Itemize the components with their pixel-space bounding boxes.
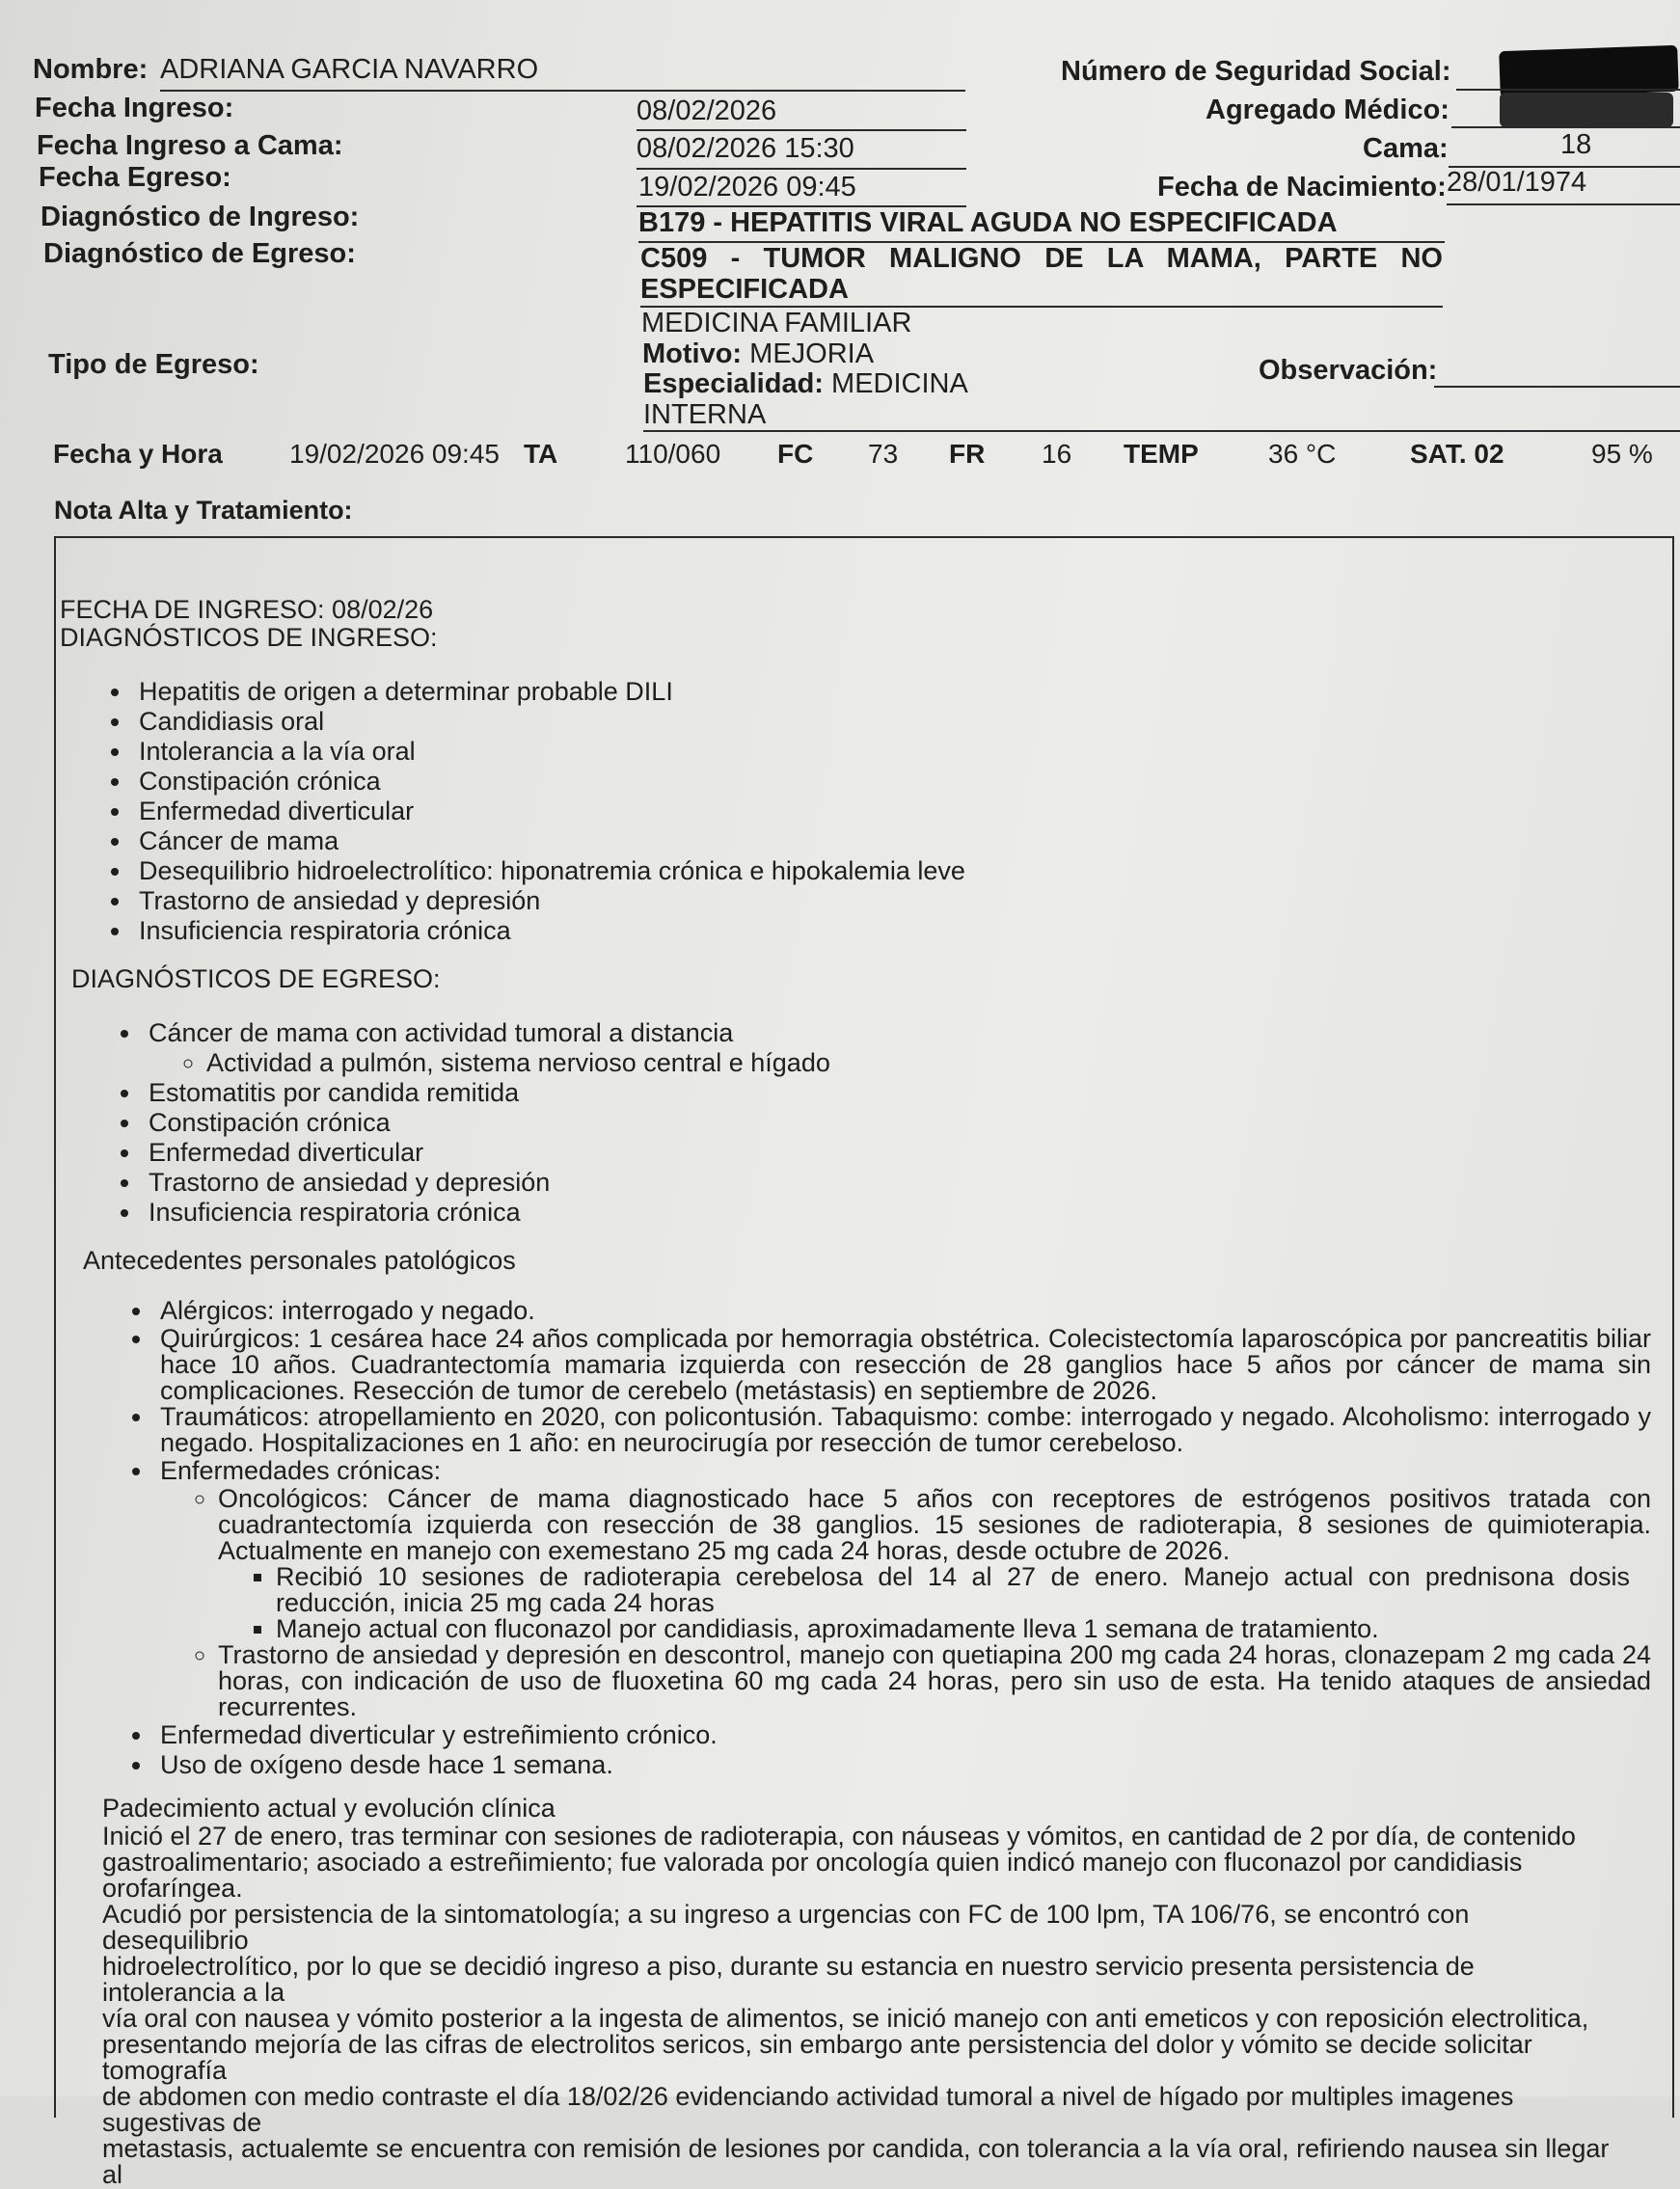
observacion-underline <box>1434 386 1680 388</box>
sat-label: SAT. 02 <box>1410 439 1504 469</box>
especialidad-label: Especialidad: <box>643 368 824 399</box>
list-item: • Candidiasis oral <box>133 707 1672 737</box>
list-item: • Intolerancia a la vía oral <box>133 737 1672 767</box>
list-item: • Trastorno de ansiedad y depresión <box>143 1168 1672 1198</box>
fecha-hora-label: Fecha y Hora <box>53 439 223 469</box>
list-item: • Quirúrgicos: 1 cesárea hace 24 años complicada por hemorragia obstétrica. Colecistectomía laparoscópica por pancreatitis biliar hace 10 años. Cuadrantectomía mamaria izquierda con resección de 28 ganglios hace 5 años por cáncer de mama sin complicaciones. Resección de tumor de cerebelo (metástasis) en septiembre de 2026. <box>154 1326 1672 1404</box>
padecimiento-line: presentando mejoría de las cifras de electrolitos sericos, sin embargo ante persistencia del dolor y vómito se decide solicitar tomografía <box>102 2030 1532 2085</box>
list-item: • Enfermedad diverticular <box>133 797 1672 826</box>
dx-egreso-title: DIAGNÓSTICOS DE EGRESO: <box>71 964 441 993</box>
list-item: • Constipación crónica <box>143 1108 1672 1138</box>
cama-value: 18 <box>1560 129 1592 160</box>
fr-label: FR <box>949 439 986 469</box>
dx-egreso-label: Diagnóstico de Egreso: <box>43 238 356 269</box>
fc-label: FC <box>777 439 814 469</box>
list-item: • Insuficiencia respiratoria crónica <box>143 1198 1672 1228</box>
fecha-hora-value: 19/02/2026 09:45 <box>289 439 500 469</box>
dx-ingreso-title: DIAGNÓSTICOS DE INGRESO: <box>60 623 438 652</box>
fecha-cama-underline <box>637 168 966 170</box>
list-item: • Enfermedad diverticular <box>143 1138 1672 1168</box>
fecha-ingreso-value: 08/02/2026 <box>637 95 777 126</box>
list-item: ◦ Oncológicos: Cáncer de mama diagnosticado hace 5 años con receptores de estrógenos positivos tratada con cuadrantectomía izquierda con resección de 38 ganglios. 15 sesiones de radioterapia, 8 sesiones de quimioterapia. Actualmente en manejo con exemestano 25 mg cada 24 horas, desde octubre de 2026. ▪ Recibió 10 sesiones de radioterapia cerebelosa del 14 al 27 de enero. Manejo actual con prednisona dosis reducción, inicia 25 mg cada 24 horas ▪ Manejo actual con fluconazol por candidiasis, aproximadamente lleva 1 semana de tratamiento. <box>218 1486 1672 1642</box>
nss-underline <box>1456 89 1680 91</box>
nacimiento-value: 28/01/1974 <box>1447 167 1587 198</box>
list-item: • Enfermedad diverticular y estreñimiento crónico. <box>154 1720 1672 1750</box>
temp-label: TEMP <box>1124 439 1199 469</box>
list-item: • Alérgicos: interrogado y negado. <box>154 1296 1672 1326</box>
list-item: • Enfermedades crónicas: ◦ Oncológicos: Cáncer de mama diagnosticado hace 5 años con receptores de estrógenos positivos tratada con cuadrantectomía izquierda con resección de 38 ganglios. 15 sesiones de radioterapia, 8 sesiones de quimioterapia. Actualmente en manejo con exemestano 25 mg cada 24 horas, desde octubre de 2026. ▪ Recibió 10 sesiones de radioterapia cerebelosa del 14 al 27 de enero. Manejo actual con prednisona dosis reducción, inicia 25 mg cada 24 horas ▪ Manejo actual con fluconazol por candidiasis, aproximadamente lleva 1 semana de tratamiento. ◦ Trastorno de ansiedad y depresión en descontrol, manejo con quetiapina 200 mg cada 24 horas, clonazepam 2 mg cada 24 horas, con indicación de uso de fluoxetina 60 mg cada 24 horas, pero sin uso de esta. Ha tenido ataques de ansiedad recurrentes. <box>154 1456 1672 1720</box>
list-item: • Traumáticos: atropellamiento en 2020, con policontusión. Tabaquismo: combe: interrogado y negado. Alcoholismo: interrogado y negado. Hospitalizaciones en 1 año: en neurocirugía por resección de tumor cerebeloso. <box>154 1404 1672 1456</box>
dx-ingreso-label: Diagnóstico de Ingreso: <box>41 202 360 232</box>
especialidad-underline <box>643 430 1680 432</box>
nacimiento-label: Fecha de Nacimiento: <box>1157 172 1447 203</box>
nacimiento-underline <box>1447 203 1680 205</box>
fc-value: 73 <box>868 439 899 469</box>
padecimiento-title: Padecimiento actual y evolución clínica <box>102 1794 555 1823</box>
temp-value: 36 °C <box>1268 439 1337 469</box>
padecimiento-line: hidroelectrolítico, por lo que se decidió ingreso a piso, durante su estancia en nuestro servicio presenta persistencia de intolerancia a la <box>102 1952 1475 2007</box>
observacion-label: Observación: <box>1259 355 1438 386</box>
fr-value: 16 <box>1042 439 1072 469</box>
fecha-ingreso-underline <box>637 129 966 131</box>
motivo-label: Motivo: <box>642 338 743 369</box>
dx-egreso-value-line1: C509 - TUMOR MALIGNO DE LA MAMA, PARTE NO <box>640 243 1443 274</box>
nombre-value: ADRIANA GARCIA NAVARRO <box>160 54 539 85</box>
fecha-cama-value: 08/02/2026 15:30 <box>637 133 854 164</box>
app-list <box>154 1296 1672 1780</box>
motivo-value: MEJORIA <box>749 338 875 369</box>
agregado-underline <box>1451 126 1680 128</box>
list-item: ▪ Manejo actual con fluconazol por candidiasis, aproximadamente lleva 1 semana de tratamiento. <box>276 1616 1651 1642</box>
ta-label: TA <box>524 439 558 469</box>
cama-label: Cama: <box>1363 133 1449 164</box>
nota-box <box>54 536 1674 2189</box>
nss-label: Número de Seguridad Social: <box>1061 56 1451 87</box>
servicio-value: MEDICINA FAMILIAR <box>641 308 912 338</box>
motivo-row <box>642 338 874 370</box>
agregado-redaction <box>1500 93 1673 127</box>
dx-ingreso-list <box>133 677 1672 946</box>
ta-value: 110/060 <box>625 439 721 469</box>
list-item: ◦ Actividad a pulmón, sistema nervioso central e hígado <box>206 1048 1672 1078</box>
padecimiento-line: Inició el 27 de enero, tras terminar con sesiones de radioterapia, con náuseas y vómitos, en cantidad de 2 por día, de contenido <box>102 1822 1576 1851</box>
app-onco-sublist <box>276 1564 1651 1642</box>
list-item: ◦ Trastorno de ansiedad y depresión en descontrol, manejo con quetiapina 200 mg cada 24 horas, clonazepam 2 mg cada 24 horas, con indicación de uso de fluoxetina 60 mg cada 24 horas, pero sin uso de esta. Ha tenido ataques de ansiedad recurrentes. <box>218 1642 1672 1720</box>
fecha-cama-label: Fecha Ingreso a Cama: <box>37 130 343 161</box>
nombre-underline <box>160 90 965 92</box>
dx-egreso-value-line2: ESPECIFICADA <box>640 274 849 305</box>
dx-egreso-list <box>143 1018 1672 1228</box>
agregado-label: Agregado Médico: <box>1206 95 1450 125</box>
nota-fecha-ingreso: FECHA DE INGRESO: 08/02/26 <box>60 595 434 624</box>
list-item: • Insuficiencia respiratoria crónica <box>133 916 1672 946</box>
dx-egreso-sublist <box>206 1048 1672 1078</box>
padecimiento-section <box>102 1794 1672 2188</box>
fecha-egreso-label: Fecha Egreso: <box>39 162 231 193</box>
list-item: • Desequilibrio hidroelectrolítico: hiponatremia crónica e hipokalemia leve <box>133 856 1672 886</box>
list-item: • Uso de oxígeno desde hace 1 semana. <box>154 1750 1672 1780</box>
padecimiento-line: gastroalimentario; asociado a estreñimiento; fue valorada por oncología quien indicó manejo con fluconazol por candidiasis orofaríngea. <box>102 1848 1523 1903</box>
app-cronicas-sublist <box>218 1486 1672 1720</box>
nota-title: Nota Alta y Tratamiento: <box>54 496 353 525</box>
padecimiento-line: de abdomen con medio contraste el día 18/02/26 evidenciando actividad tumoral a nivel de hígado por multiples imagenes sugestivas de <box>102 2082 1514 2137</box>
app-title: Antecedentes personales patológicos <box>83 1246 516 1275</box>
list-item: • Estomatitis por candida remitida <box>143 1078 1672 1108</box>
fecha-ingreso-label: Fecha Ingreso: <box>35 93 234 123</box>
padecimiento-line: Acudió por persistencia de la sintomatología; a su ingreso a urgencias con FC de 100 lpm, TA 106/76, se encontró con desequilibrio <box>102 1900 1470 1955</box>
list-item: • Hepatitis de origen a determinar probable DILI <box>133 677 1672 707</box>
especialidad-value: MEDICINA <box>831 368 968 399</box>
list-item: • Trastorno de ansiedad y depresión <box>133 886 1672 916</box>
padecimiento-line: metastasis, actualemte se encuentra con remisión de lesiones por candida, con tolerancia a la vía oral, refiriendo nausea sin llegar al <box>102 2134 1610 2189</box>
especialidad-row <box>643 368 968 400</box>
padecimiento-line: vía oral con nausea y vómito posterior a la ingesta de alimentos, se inició manejo con anti emeticos y con reposición electrolitica, <box>102 2004 1589 2033</box>
nombre-label: Nombre: <box>33 54 149 85</box>
especialidad-value-line2: INTERNA <box>643 399 767 430</box>
list-item: ▪ Recibió 10 sesiones de radioterapia cerebelosa del 14 al 27 de enero. Manejo actual con prednisona dosis reducción, inicia 25 mg cada 24 horas <box>276 1564 1651 1616</box>
sat-value: 95 % <box>1591 439 1653 469</box>
dx-ingreso-value: B179 - HEPATITIS VIRAL AGUDA NO ESPECIFICADA <box>638 207 1338 238</box>
list-item: • Cáncer de mama con actividad tumoral a distancia ◦ Actividad a pulmón, sistema nervioso central e hígado <box>143 1018 1672 1078</box>
tipo-egreso-label: Tipo de Egreso: <box>48 349 259 380</box>
fecha-egreso-value: 19/02/2026 09:45 <box>638 172 856 203</box>
list-item: • Constipación crónica <box>133 767 1672 797</box>
list-item: • Cáncer de mama <box>133 826 1672 856</box>
